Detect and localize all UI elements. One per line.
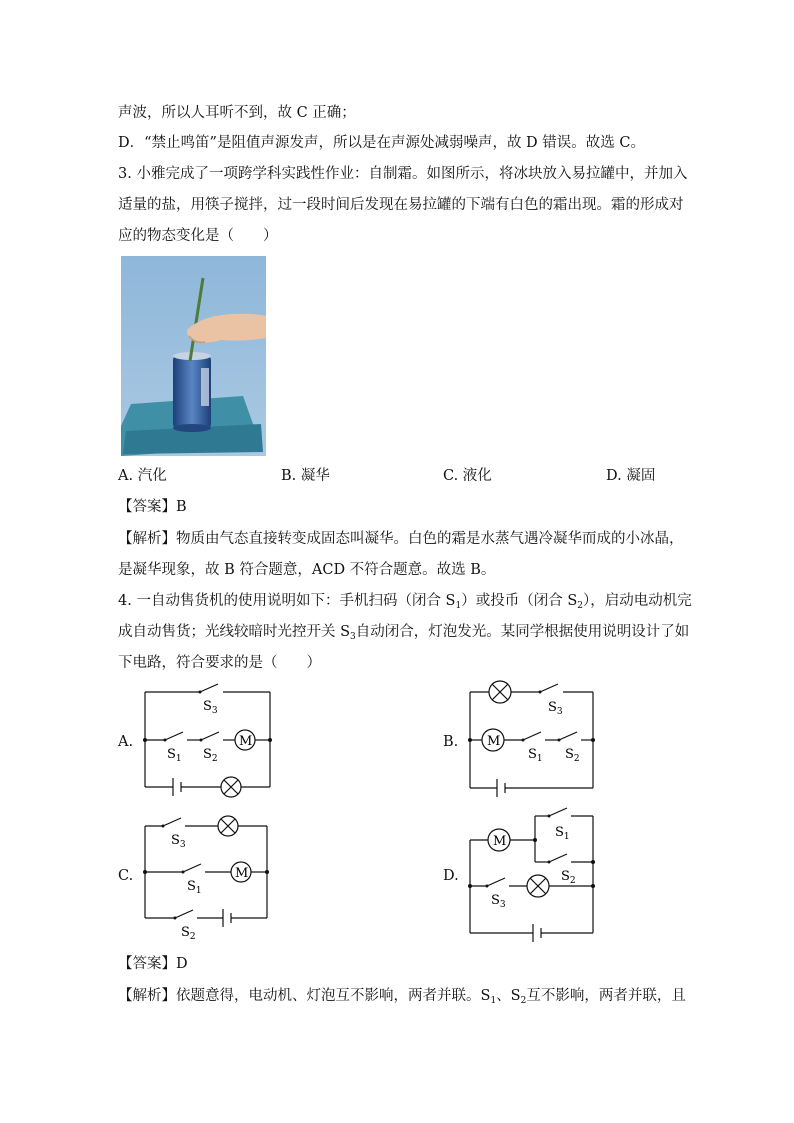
svg-text:S2: $S_2$: [565, 747, 580, 764]
answer-3: 【答案】B: [118, 499, 187, 515]
svg-text:S3: $S_3$: [491, 893, 506, 910]
question-3-line: 适量的盐，用筷子搅拌，过一段时间后发现在易拉罐的下端有白色的霜出现。霜的形成对: [118, 197, 684, 213]
circuit-b-label: B.: [443, 734, 459, 750]
svg-text:S2: $S_2$: [561, 869, 576, 886]
circuit-d: [455, 800, 615, 945]
svg-text:S1: $S_1$: [167, 747, 182, 764]
svg-text:S2: $S_2$: [181, 925, 196, 942]
can-photo: [121, 256, 266, 456]
svg-text:S3: $S_3$: [203, 699, 218, 716]
option-a: A. 汽化: [118, 468, 167, 484]
svg-text:M: M: [239, 734, 253, 749]
question-4-line: 4. 一自动售货机的使用说明如下：手机扫码（闭合 $S_1$）或投币（闭合 $S_2$），启动电动机完: [118, 593, 692, 611]
question-3-line: 应的物态变化是（ ）: [118, 228, 278, 244]
option-b: B. 凝华: [281, 468, 330, 484]
question-4-line: 成自动售货；光线较暗时光控开关 $S_3$自动闭合，灯泡发光。某同学根据使用说明设计了如: [118, 624, 690, 642]
analysis-3-line: 【解析】物质由气态直接转变成固态叫凝华。白色的霜是水蒸气遇冷凝华而成的小冰晶，: [118, 531, 684, 547]
svg-text:M: M: [493, 834, 507, 849]
option-d: D. 凝固: [606, 468, 656, 484]
analysis-4-line: 【解析】依题意得，电动机、灯泡互不影响，两者并联。$S_1$、$S_2$互不影响，两者并联，且: [118, 988, 686, 1006]
svg-text:M: M: [487, 734, 501, 749]
circuit-b: [455, 676, 615, 806]
svg-text:M: M: [235, 866, 249, 881]
svg-text:S3: $S_3$: [171, 833, 186, 850]
svg-text:S1: $S_1$: [187, 879, 202, 896]
question-4-line: 下电路，符合要求的是（ ）: [118, 655, 321, 671]
analysis-3-line: 是凝华现象，故 B 符合题意，ACD 不符合题意。故选 B。: [118, 562, 496, 578]
option-c: C. 液化: [443, 468, 492, 484]
circuit-a: [115, 680, 285, 805]
svg-text:S2: $S_2$: [203, 747, 218, 764]
answer-4: 【答案】D: [118, 956, 188, 972]
circuit-c: [115, 812, 285, 942]
question-3-line: 3. 小雅完成了一项跨学科实践性作业：自制霜。如图所示，将冰块放入易拉罐中，并加入: [118, 166, 688, 182]
circuit-c-label: C.: [118, 868, 134, 884]
svg-text:S1: $S_1$: [555, 825, 570, 842]
text-line: 声波，所以人耳听不到，故 C 正确；: [118, 105, 356, 121]
svg-text:S1: $S_1$: [528, 747, 543, 764]
circuit-a-label: A.: [118, 734, 134, 750]
svg-text:S3: $S_3$: [548, 700, 563, 717]
text-line: D．“禁止鸣笛”是阻值声源发声，所以是在声源处减弱噪声，故 D 错误。故选 C。: [118, 135, 645, 151]
circuit-d-label: D.: [443, 868, 459, 884]
